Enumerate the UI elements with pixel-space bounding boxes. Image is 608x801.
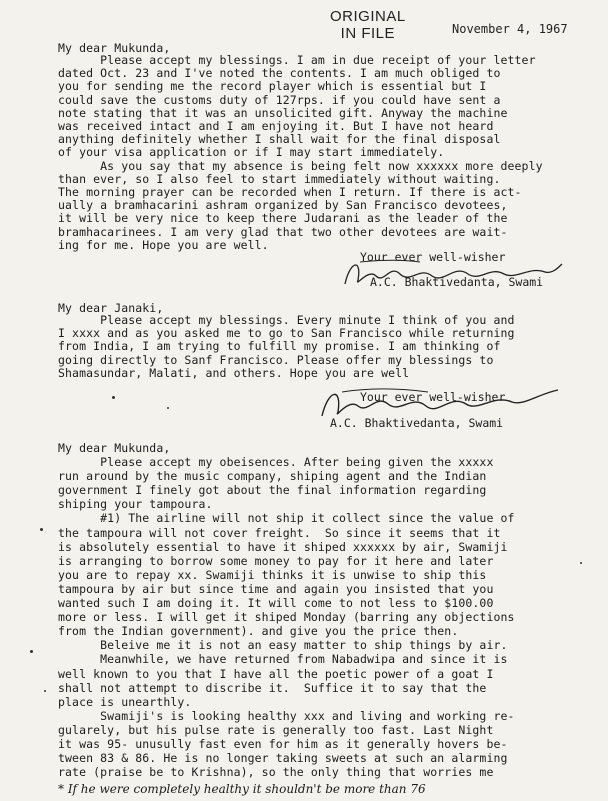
letter3-line: shiping your tampoura. (58, 497, 213, 512)
letter3-line: Swamiji's is looking healthy xxx and living and working re- (58, 708, 515, 723)
letter3-line: from the Indian government). and give you the price then. (58, 624, 459, 639)
letter1-line: you for sending me the record player which is essential but I (58, 79, 487, 94)
scan-speck (30, 650, 33, 653)
letter2-line: Shamasundar, Malati, and others. Hope you are well (58, 365, 410, 380)
letter2-closing: Your ever well-wisher (360, 390, 506, 404)
scan-speck (112, 396, 115, 399)
letter1-line: dated Oct. 23 and I've noted the contents. I am much obliged to (58, 66, 501, 81)
letter3-salutation: My dear Mukunda, (58, 441, 171, 455)
letter1-line: than ever, so I also feel to start immediately without waiting. (58, 171, 501, 186)
letter2-line: going directly to Sanf Francisco. Please offer my blessings to (58, 352, 494, 367)
letter1-line: As you say that my absence is being felt now xxxxxx more deeply (58, 158, 543, 173)
letter3-line: Beleive me it is not an easy matter to ship things by air. (58, 638, 508, 653)
letter1-line: Please accept my blessings. I am in due receipt of your letter (58, 53, 536, 67)
scan-speck (44, 690, 46, 692)
letter3-line: place is unearthly. (58, 694, 192, 709)
letter1-line: was received intact and I am enjoying it. But I have not heard (58, 119, 494, 133)
letter3-line: well known to you that I have all the poetic power of a goat I (58, 666, 494, 681)
letter1-line: of your visa application or if I may start immediately. (58, 145, 445, 160)
letter3-line: wanted such I am doing it. It will come to not less to $100.00 (58, 596, 494, 610)
letter1-line: ually a bramhacarini ashram organized by San Francisco devotees, (58, 198, 508, 213)
letter3-line: shall not attempt to discribe it. Suffice it to say that the (58, 680, 487, 695)
letter3-line: rate (praise be to Krishna), so the only thing that worries me (58, 765, 494, 780)
letter1-line: could save the customs duty of 127rps. if you could have sent a (58, 92, 501, 107)
letter1-line: ing for me. Hope you are well. (58, 237, 269, 252)
handwritten-note: * If he were completely healthy it shouldn't be more than 76 (58, 782, 426, 796)
letter1-line: note stating that it was an unsolicited gift. Anyway the machine (58, 105, 508, 120)
letter2-line: I xxxx and as you asked me to go to San Francisco while returning (58, 326, 515, 341)
letter3-line: tween 83 & 86. He is no longer taking sweets at such an alarming (58, 751, 508, 766)
letter2-line: Please accept my blessings. Every minute I think of you and (58, 313, 515, 327)
letter3-line: more or less. I will get it shiped Monday (barring any objections (58, 610, 515, 625)
letter3-line: Please accept my obeisences. After being given the xxxxx (58, 455, 494, 469)
letter3-line: is arranging to borrow some money to pay for it here and later (58, 553, 494, 568)
letter3-line: #1) The airline will not ship it collect since the value of (58, 511, 515, 526)
letter1-signature-name: A.C. Bhaktivedanta, Swami (370, 275, 544, 289)
letter1-salutation: My dear Mukunda, (58, 41, 171, 55)
letter3-line: gularely, but his pulse rate is generally too fast. Last Night (58, 722, 494, 737)
letter3-line: Meanwhile, we have returned from Nabadwipa and since it is (58, 652, 508, 667)
letter-date: November 4, 1967 (452, 22, 568, 36)
letter2-signature-name: A.C. Bhaktivedanta, Swami (330, 416, 504, 430)
letter3-line: you are to repay xx. Swamiji thinks it is unwise to ship this (58, 567, 487, 582)
letter3-line: government I finely got about the final information regarding (58, 483, 487, 498)
letter2-salutation: My dear Janaki, (58, 301, 164, 315)
letter3-line: is absolutely essential to have it shiped xxxxxx by air, Swamiji (58, 539, 508, 554)
letter1-closing: Your ever well-wisher (360, 250, 506, 264)
letter1-line: bramhacarinees. I am very glad that two other devotees are wait- (58, 224, 508, 239)
letter3-line: it was 95- unusully fast even for him as it generally hovers be- (58, 737, 508, 751)
stamp-line-1: ORIGINAL (330, 8, 406, 25)
letter1-line: anything definitely whether I shall wait for the final disposal (58, 132, 501, 147)
letter3-line: the tampoura will not cover freight. So since it seems that it (58, 525, 501, 540)
scan-speck (40, 528, 43, 531)
letter3-line: run around by the music company, shiping agent and the Indian (58, 469, 487, 484)
scan-speck (167, 407, 169, 409)
scan-speck (580, 562, 582, 564)
letter3-line: tampoura by air but since time and again you insisted that you (58, 581, 494, 596)
letter2-line: from India, I am trying to fulfill my promise. I am thinking of (58, 339, 501, 354)
original-in-file-stamp (330, 8, 406, 42)
stamp-line-2: IN FILE (340, 25, 396, 42)
letter1-line: The morning prayer can be recorded when I return. If there is act- (58, 185, 522, 199)
letter1-line: it will be very nice to keep there Judarani as the leader of the (58, 211, 508, 226)
